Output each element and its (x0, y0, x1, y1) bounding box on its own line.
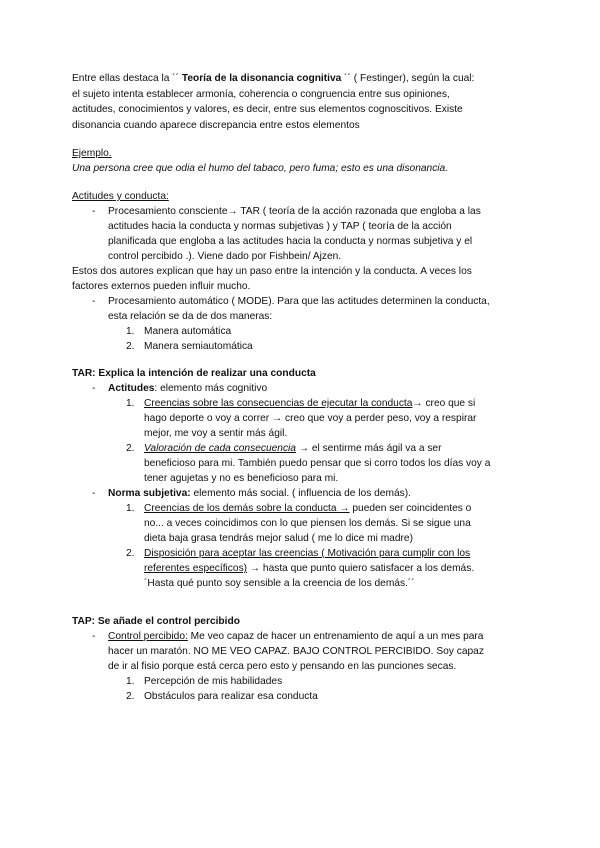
bullet-dash: - (92, 488, 96, 499)
bullet-dash: - (92, 296, 96, 307)
automatico-line-1: Procesamiento automático ( MODE). Para que las actitudes determinen la conducta, (108, 296, 490, 307)
creencias-demas-term: Creencias de los demás sobre la conducta → (144, 503, 350, 514)
actitudes-desc: : elemento más cognitivo (154, 383, 268, 394)
valoracion-term: Valoración de cada consecuencia (144, 443, 296, 454)
disposicion-line-3: ´Hasta qué punto soy sensible a la creencia de los demás.´´ (144, 578, 415, 589)
tar-heading: TAR: Explica la intención de realizar una conducta (72, 368, 316, 379)
disposicion-line-1: Disposición para aceptar las creencias ( Motivación para cumplir con los (144, 548, 471, 559)
creencias-line-2: hago deporte o voy a correr → creo que voy a perder peso, voy a respirar (144, 413, 477, 424)
list-item: Manera automática (144, 326, 232, 337)
norma-desc: elemento más social. ( influencia de los demás). (190, 488, 411, 499)
list-number: 1. (126, 503, 135, 514)
theory-name: Teoría de la disonancia cognitiva (181, 73, 342, 84)
control-term: Control percibido: (108, 631, 188, 642)
intro-line-3: actitudes, conocimientos y valores, es decir, entre sus elementos cognoscitivos. Existe (72, 104, 463, 115)
actitudes-label: Actitudes (108, 383, 155, 394)
list-number: 2. (126, 691, 135, 702)
control-line-2: hacer un maratón. NO ME VEO CAPAZ. BAJO CONTROL PERCIBIDO. Soy capaz (108, 646, 484, 657)
list-item: Manera semiautomática (144, 341, 253, 352)
actitudes-heading: Actitudes y conducta: (72, 191, 169, 202)
valoracion-line-3: tener agujetas y no es beneficioso para mi. (144, 473, 339, 484)
example-heading: Ejemplo. (72, 148, 112, 159)
list-item: Percepción de mis habilidades (144, 676, 283, 687)
consciente-line-3: planificada que engloba a las actitudes hacia la conducta y normas subjetiva y el (108, 236, 473, 247)
intro-line-1 (72, 71, 474, 87)
list-number: 1. (126, 326, 135, 337)
norma-item (108, 486, 411, 502)
intro-line-4: disonancia cuando aparece discrepancia entre estos elementos (72, 120, 360, 131)
disposicion-line-2 (144, 561, 474, 577)
creencias-demas-text: pueden ser coincidentes o (349, 503, 472, 514)
actitudes-item (108, 381, 267, 397)
autores-line-2: factores externos pueden influir mucho. (72, 281, 251, 292)
norma-label: Norma subjetiva: (108, 488, 191, 499)
control-line-1 (108, 629, 483, 645)
list-item: Obstáculos para realizar esa conducta (144, 691, 318, 702)
creencias-line-3: mejor, me voy a sentir más ágil. (144, 428, 288, 439)
intro-text: Entre ellas destaca la ´´ (72, 73, 182, 84)
list-number: 2. (126, 443, 135, 454)
bullet-dash: - (92, 206, 96, 217)
creencias-demas-line-1 (144, 501, 471, 517)
list-number: 2. (126, 548, 135, 559)
example-text: Una persona cree que odia el humo del tabaco, pero fuma; esto es una disonancia. (72, 163, 449, 174)
autores-line-1: Estos dos autores explican que hay un paso entre la intención y la conducta. A veces los (72, 266, 472, 277)
bullet-dash: - (92, 631, 96, 642)
bullet-dash: - (92, 383, 96, 394)
disposicion-term: referentes específicos) (144, 563, 248, 574)
list-number: 1. (126, 676, 135, 687)
creencias-demas-line-3: dieta baja grasa tendrás mejor salud ( me lo dice mi madre) (144, 533, 413, 544)
consciente-line-1: Procesamiento consciente→ TAR ( teoría de la acción razonada que engloba a las (108, 206, 481, 217)
control-text: Me veo capaz de hacer un entrenamiento de aquí a un mes para (187, 631, 484, 642)
list-number: 2. (126, 341, 135, 352)
creencias-term: Creencias sobre las consecuencias de ejecutar la conducta (144, 398, 413, 409)
intro-line-2: el sujeto intenta establecer armonía, coherencia o congruencia entre sus opiniones, (72, 89, 450, 100)
automatico-line-2: esta relación se da de dos maneras: (108, 311, 273, 322)
list-number: 1. (126, 398, 135, 409)
tap-heading: TAP: Se añade el control percibido (72, 616, 240, 627)
valoracion-line-1 (144, 441, 442, 457)
intro-text: ´´ ( Festinger), según la cual: (341, 73, 475, 84)
valoracion-line-2: beneficioso para mi. También puedo pensar que si corro todos los días voy a (144, 458, 491, 469)
creencias-text: → creo que si (412, 398, 476, 409)
disposicion-text: → hasta que punto quiero satisfacer a los demás. (247, 563, 475, 574)
consciente-line-4: control percibido .). Viene dado por Fishbein/ Ajzen. (108, 251, 342, 262)
creencias-line-1 (144, 396, 475, 412)
control-line-3: de ir al fisio porque está cerca pero esto y pensando en las punciones secas. (108, 661, 457, 672)
creencias-demas-line-2: no... a veces coincidimos con lo que piensen los demás. Si se sigue una (144, 518, 471, 529)
valoracion-text: → el sentirme más ágil va a ser (295, 443, 442, 454)
consciente-line-2: actitudes hacia la conducta y normas subjetivas ) y TAP ( teoría de la acción (108, 221, 452, 232)
